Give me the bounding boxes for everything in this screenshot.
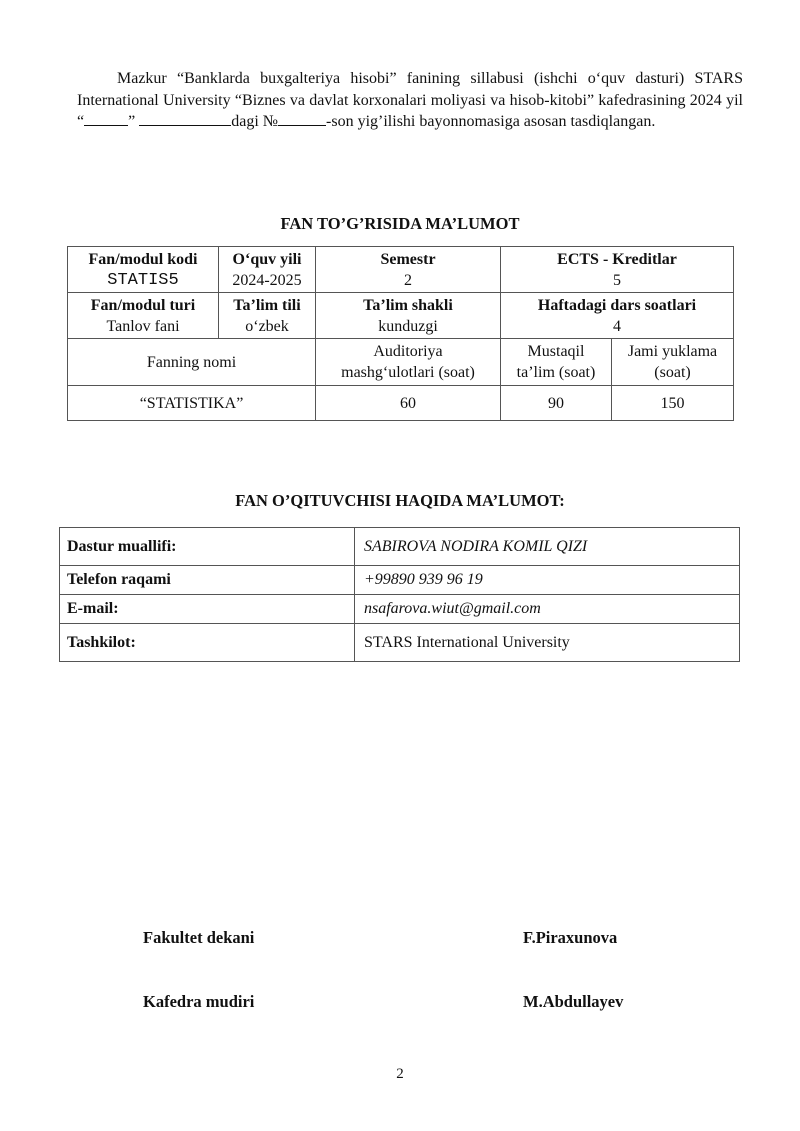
table-cell bbox=[501, 247, 734, 293]
row-key: Tashkilot: bbox=[60, 624, 355, 662]
table-cell bbox=[68, 247, 219, 293]
table-cell bbox=[219, 247, 316, 293]
table-cell bbox=[316, 339, 501, 386]
cell-label: O‘quv yili bbox=[232, 250, 302, 268]
intro-text-2: ” bbox=[128, 113, 140, 130]
mustaqil-label-line1: Mustaqil bbox=[527, 343, 585, 360]
cell-value: 4 bbox=[613, 317, 621, 335]
row-key: Telefon raqami bbox=[60, 566, 355, 595]
head-name: M.Abdullayev bbox=[523, 992, 624, 1011]
table-row bbox=[68, 386, 734, 421]
teacher-info-table bbox=[59, 527, 740, 662]
cell-value: 2024-2025 bbox=[232, 271, 302, 289]
table-cell bbox=[501, 339, 612, 386]
table-row bbox=[60, 528, 740, 566]
cell-label: Semestr bbox=[380, 250, 436, 268]
teacher-info-heading: FAN O’QITUVCHISI HAQIDA MA’LUMOT: bbox=[235, 491, 565, 510]
table-cell bbox=[316, 293, 501, 339]
phone-number: +99890 939 96 19 bbox=[355, 566, 740, 595]
row-key: Dastur muallifi: bbox=[60, 528, 355, 566]
blank-day bbox=[84, 111, 128, 126]
intro-text-4: -son yig’ilishi bayonnomasiga asosan tasdiqlangan. bbox=[326, 113, 656, 130]
jami-label-line2: (soat) bbox=[654, 364, 691, 381]
table-cell bbox=[316, 247, 501, 293]
cell-value: kunduzgi bbox=[378, 317, 438, 335]
table-cell bbox=[219, 293, 316, 339]
table-cell bbox=[612, 339, 734, 386]
cell-label: Ta’lim tili bbox=[233, 296, 301, 314]
blank-number bbox=[278, 111, 326, 126]
dean-title: Fakultet dekani bbox=[143, 928, 255, 947]
cell-label: Ta’lim shakli bbox=[363, 296, 453, 314]
table-row bbox=[68, 339, 734, 386]
cell-label: ECTS - Kreditlar bbox=[557, 250, 677, 268]
fan-info-heading: FAN TO’G’RISIDA MA’LUMOT bbox=[280, 214, 520, 233]
table-row bbox=[60, 595, 740, 624]
head-title: Kafedra mudiri bbox=[143, 992, 255, 1011]
fanning-nomi-label: Fanning nomi bbox=[146, 353, 237, 371]
cell-value: 5 bbox=[613, 271, 621, 289]
table-cell bbox=[68, 293, 219, 339]
table-row bbox=[60, 566, 740, 595]
auditoriya-hours: 60 bbox=[400, 394, 416, 412]
table-cell bbox=[68, 339, 316, 386]
page-number: 2 bbox=[396, 1066, 404, 1082]
fan-info-table bbox=[67, 246, 734, 421]
table-row bbox=[68, 247, 734, 293]
cell-label: Fan/modul kodi bbox=[88, 250, 198, 268]
table-cell bbox=[68, 386, 316, 421]
cell-value: Tanlov fani bbox=[106, 317, 180, 335]
auditoriya-label-line1: Auditoriya bbox=[373, 343, 443, 360]
intro-paragraph bbox=[77, 68, 743, 133]
dean-name: F.Piraxunova bbox=[523, 928, 618, 947]
intro-text-1: Mazkur “Banklarda buxgalteriya hisobi” fanining sillabusi (ishchi o‘quv dasturi) STARS International University “Biznes va davlat korxonalari moliyasi va hisob-kitobi” kafedrasining 2024 yil “ bbox=[77, 70, 743, 130]
blank-month bbox=[139, 111, 231, 126]
table-cell bbox=[501, 386, 612, 421]
cell-label: Fan/modul turi bbox=[90, 296, 196, 314]
organization: STARS International University bbox=[355, 624, 740, 662]
table-cell bbox=[612, 386, 734, 421]
cell-value: o‘zbek bbox=[245, 317, 289, 335]
cell-value: 2 bbox=[404, 271, 412, 289]
email-address: nsafarova.wiut@gmail.com bbox=[355, 595, 740, 624]
table-row bbox=[60, 624, 740, 662]
mustaqil-hours: 90 bbox=[548, 394, 564, 412]
table-row bbox=[68, 293, 734, 339]
auditoriya-label-line2: mashg‘ulotlari (soat) bbox=[341, 364, 475, 381]
intro-text-3: dagi № bbox=[231, 113, 279, 130]
cell-value: STATIS5 bbox=[107, 270, 179, 290]
table-cell bbox=[501, 293, 734, 339]
fan-name: “STATISTIKA” bbox=[139, 394, 244, 412]
jami-hours: 150 bbox=[660, 394, 685, 412]
author-name: SABIROVA NODIRA KOMIL QIZI bbox=[355, 528, 740, 566]
jami-label-line1: Jami yuklama bbox=[627, 343, 718, 360]
row-key: E-mail: bbox=[60, 595, 355, 624]
mustaqil-label-line2: ta’lim (soat) bbox=[516, 364, 596, 381]
cell-label: Haftadagi dars soatlari bbox=[537, 296, 697, 314]
table-cell bbox=[316, 386, 501, 421]
